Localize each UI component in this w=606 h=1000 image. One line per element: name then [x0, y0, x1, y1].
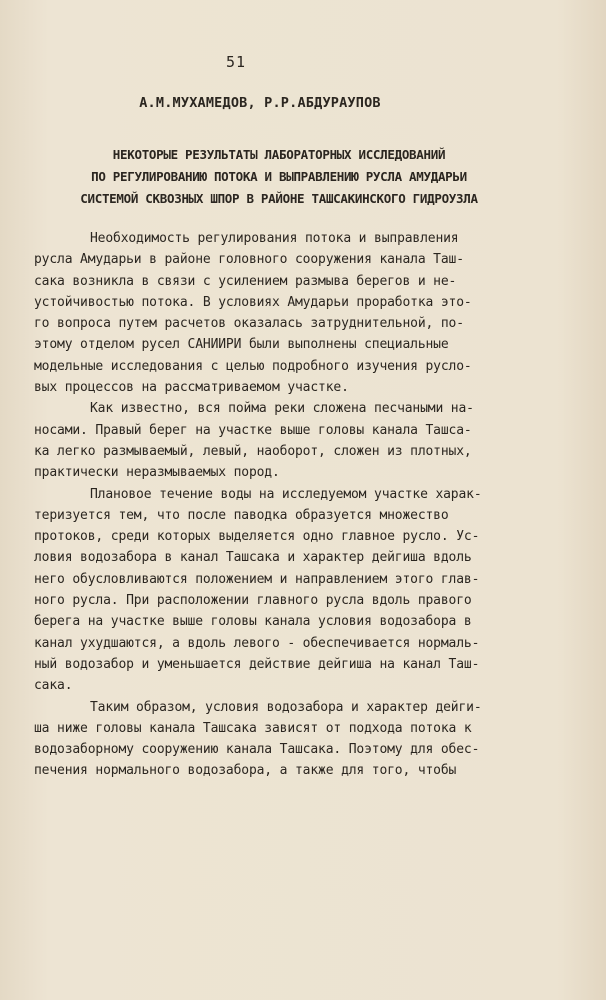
authors: А.М.МУХАМЕДОВ, Р.Р.АБДУРАУПОВ: [139, 95, 381, 111]
page-number: 51: [225, 53, 247, 71]
text-line: практически неразмываемых пород.: [34, 465, 280, 481]
body-text: [34, 228, 522, 782]
title-line: НЕКОТОРЫЕ РЕЗУЛЬТАТЫ ЛАБОРАТОРНЫХ ИССЛЕДОВАНИЙ: [112, 147, 446, 162]
text-line: ловия водозабора в канал Ташсака и характер дейгиша вдоль: [34, 550, 472, 566]
text-line: го вопроса путем расчетов оказалась затруднительной, по-: [34, 316, 464, 332]
text-line: ка легко размываемый, левый, наоборот, сложен из плотных,: [34, 443, 472, 459]
paragraph-first-line: Как известно, вся пойма реки сложена песчаными на-: [90, 401, 474, 417]
article-title: [44, 144, 514, 210]
title-line: ПО РЕГУЛИРОВАНИЮ ПОТОКА И ВЫПРАВЛЕНИЮ РУСЛА АМУДАРЬИ: [91, 169, 467, 184]
text-line: устойчивостью потока. В условиях Амударьи проработка это-: [34, 294, 472, 310]
text-line: этому отделом русел САНИИРИ были выполнены специальные: [34, 337, 449, 353]
text-line: печения нормального водозабора, а также для того, чтобы: [34, 763, 457, 779]
text-line: модельные исследования с целью подробного изучения руслo-: [34, 358, 472, 374]
text-line: протоков, среди которых выделяется одно главное русло. Ус-: [34, 529, 480, 545]
text-line: ша ниже головы канала Ташсака зависят от подхода потока к: [34, 720, 472, 736]
text-line: ного русла. При расположении главного русла вдоль правого: [34, 593, 472, 609]
paragraph-first-line: Таким образом, условия водозабора и характер дейги-: [90, 699, 482, 715]
text-line: сака возникла в связи с усилением размыва берегов и не-: [34, 273, 457, 289]
text-line: носами. Правый берег на участке выше головы канала Ташса-: [34, 422, 472, 438]
text-line: берега на участке выше головы канала условия водозабора в: [34, 614, 472, 630]
text-line: водозаборному сооружению канала Ташсака. Поэтому для обес-: [34, 742, 480, 758]
text-line: него обусловливаются положением и направлением этого глав-: [34, 571, 480, 587]
paragraph-first-line: Плановое течение воды на исследуемом участке харак-: [90, 486, 482, 502]
text-line: сака.: [34, 678, 73, 694]
text-line: канал ухудшаются, а вдоль левого - обеспечивается нормаль-: [34, 635, 480, 651]
paragraph-first-line: Необходимость регулирования потока и выправления: [90, 231, 459, 246]
text-line: вых процессов на рассматриваемом участке.: [34, 380, 349, 396]
text-line: теризуется тем, что после паводка образуется множество: [34, 507, 449, 523]
text-line: ный водозабор и уменьшается действие дейгиша на канал Таш-: [34, 656, 480, 672]
text-line: русла Амударьи в районе головного сооружения канала Таш-: [34, 252, 464, 268]
title-line: СИСТЕМОЙ СКВОЗНЫХ ШПОР В РАЙОНЕ ТАШСАКИНСКОГО ГИДРОУЗЛА: [80, 191, 478, 206]
